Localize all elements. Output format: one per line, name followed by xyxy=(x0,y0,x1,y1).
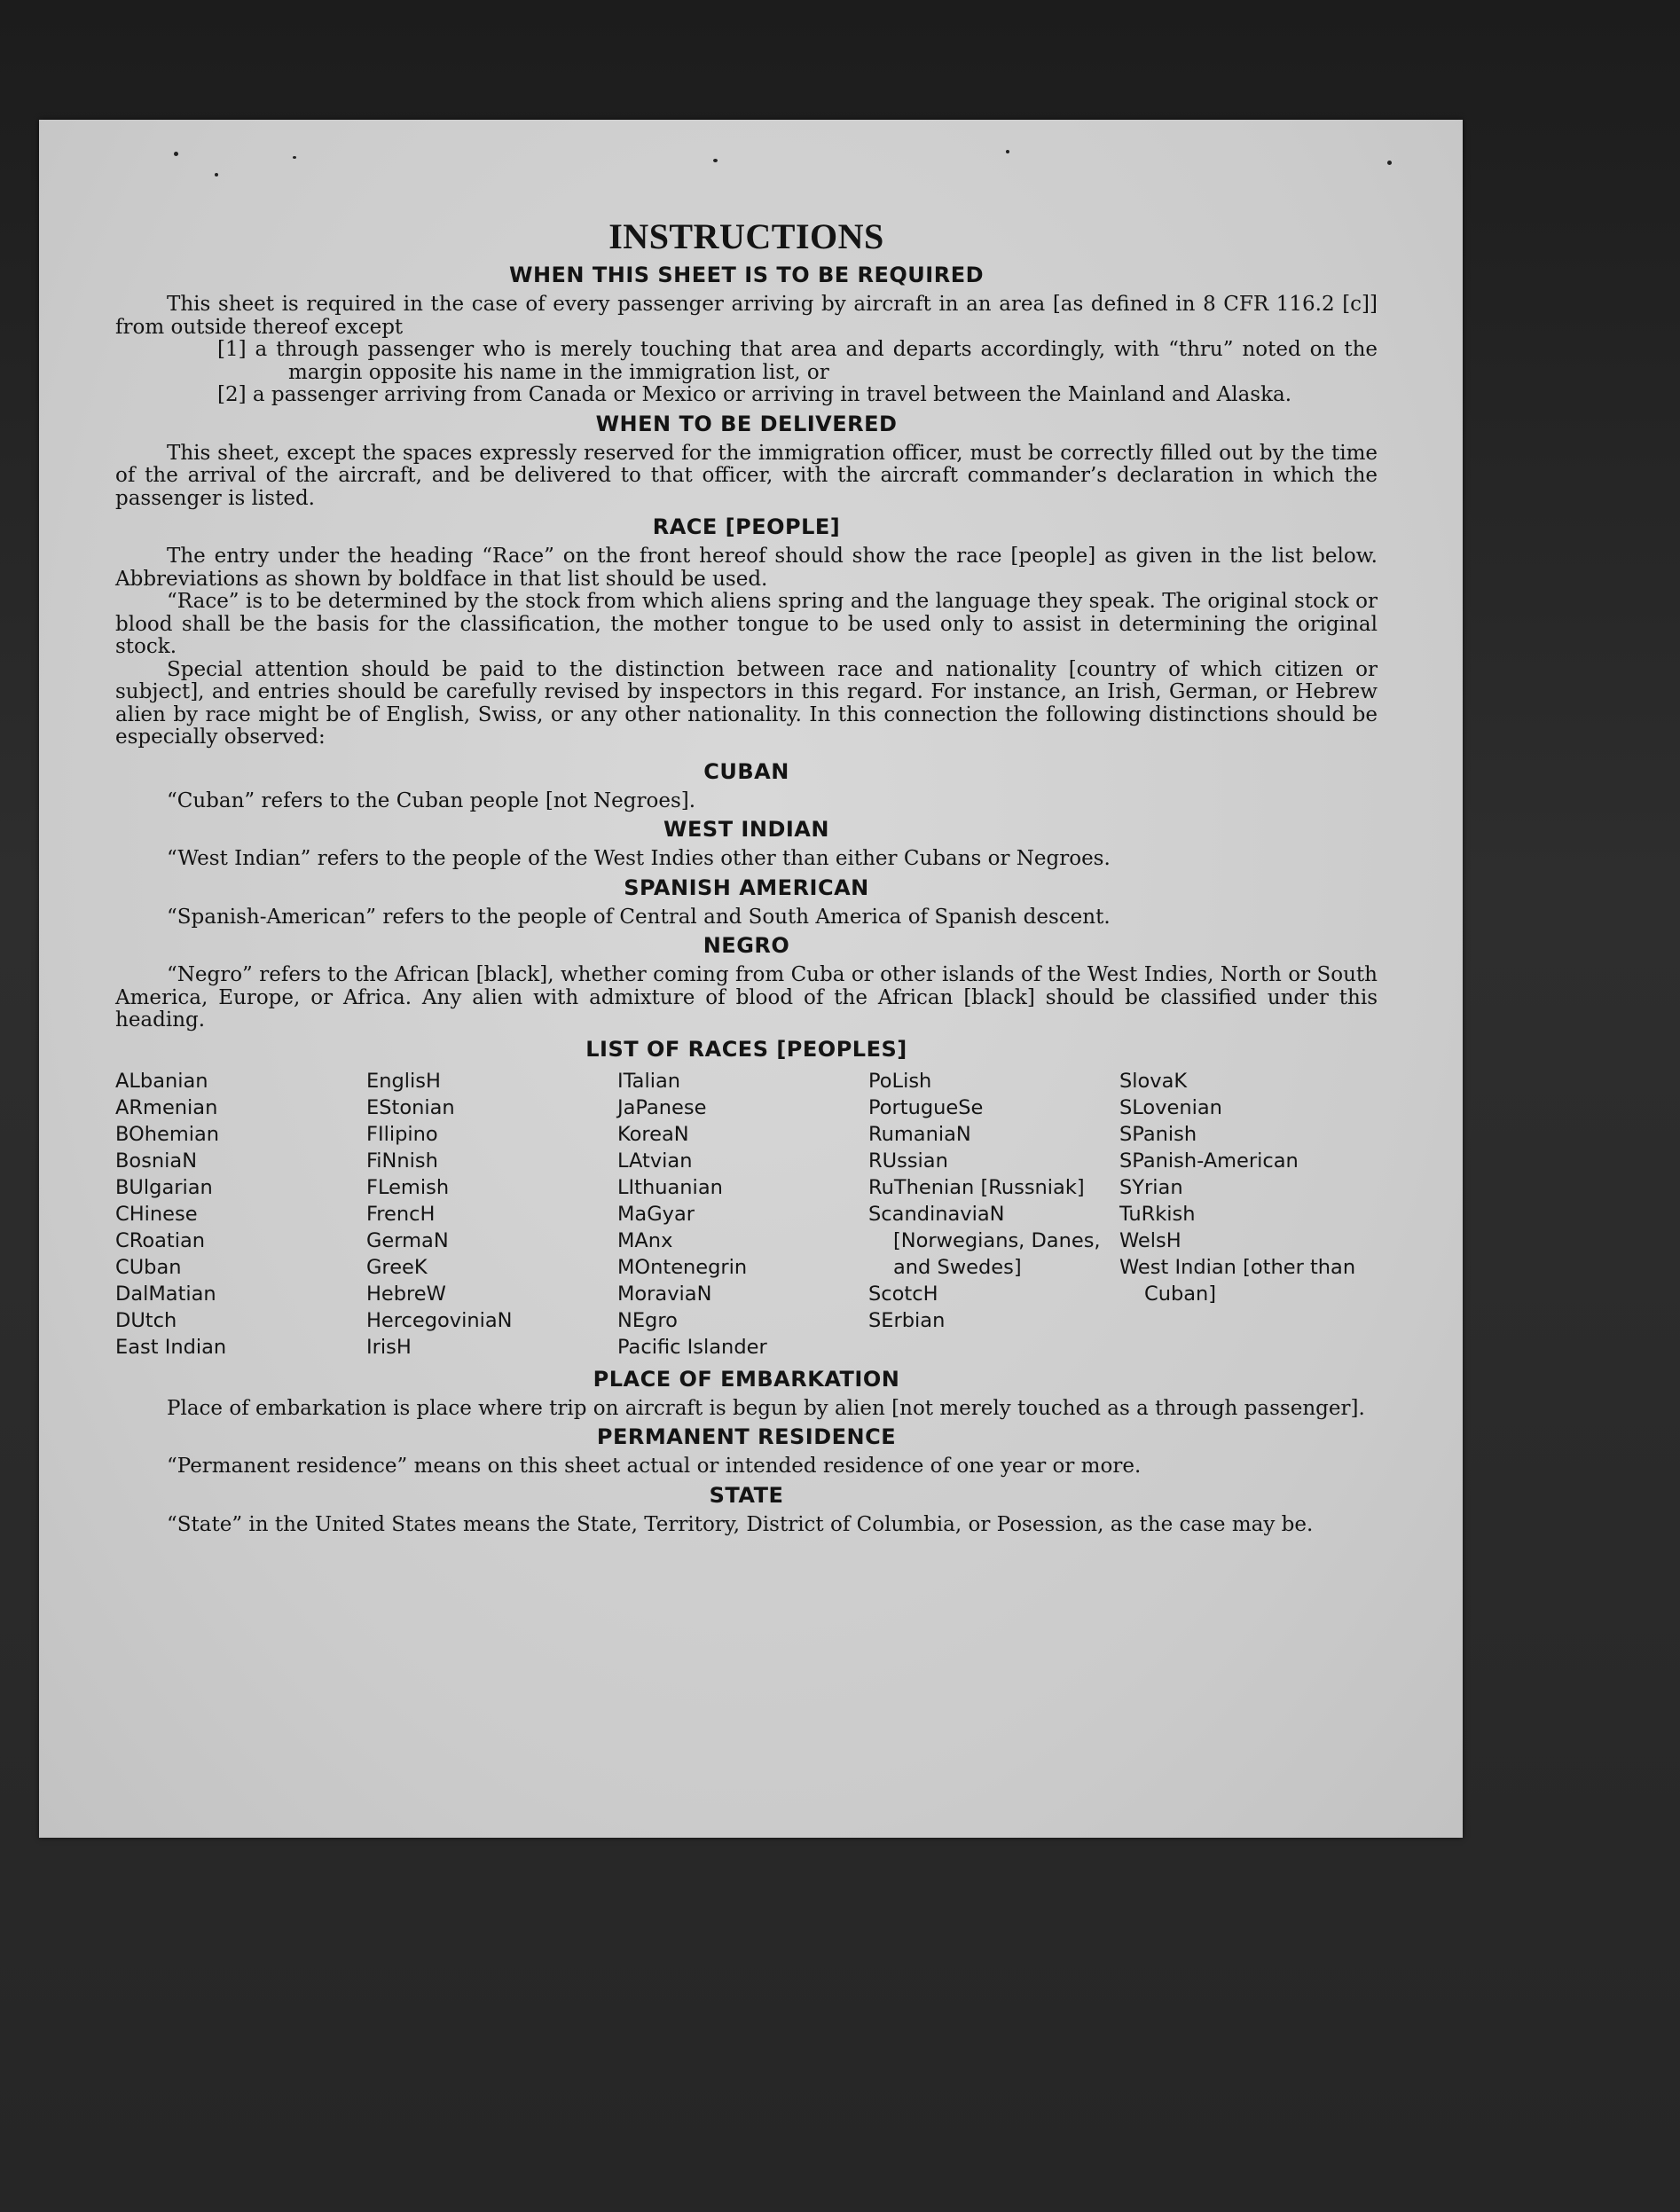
race-item: WelsH xyxy=(1119,1228,1181,1252)
race-item: SlovaK xyxy=(1119,1069,1188,1093)
race-item: MAnx xyxy=(617,1228,673,1252)
race-item: PortugueSe xyxy=(868,1095,984,1119)
race-item: ALbanian xyxy=(115,1069,208,1093)
residence-text: “Permanent residence” means on this sheet actual or intended residence of one year or more. xyxy=(167,1455,1142,1478)
document-page xyxy=(39,120,1463,1838)
race-item: IrisH xyxy=(366,1335,412,1359)
race-item: RumaniaN xyxy=(868,1122,971,1146)
race-item: PoLish xyxy=(868,1069,932,1093)
race-item: SErbian xyxy=(868,1308,946,1332)
races-column-2 xyxy=(366,1068,617,1361)
race-item: GermaN xyxy=(366,1228,449,1252)
race-item: EStonian xyxy=(366,1095,455,1119)
negro-text: “Negro” refers to the African [black], whether coming from Cuba or other islands of the West Indies, North or South America, Europe, or Africa. Any alien with admixture of blood of the African [black] should be classified under this heading. xyxy=(115,963,1378,1031)
race-item: RuThenian [Russniak] xyxy=(868,1175,1085,1199)
when-delivered-text: This sheet, except the spaces expressly reserved for the immigration officer, must be correctly filled out by the time of the arrival of the aircraft, and be delivered to that officer, with the aircraft commander’s declaration in which the passenger is listed. xyxy=(115,441,1378,510)
spanish-american-text: “Spanish-American” refers to the people of Central and South America of Spanish descent. xyxy=(167,905,1111,929)
state-text: “State” in the United States means the State, Territory, District of Columbia, or Posession, as the case may be. xyxy=(167,1512,1314,1536)
races-column-5 xyxy=(1119,1068,1370,1361)
when-required-intro: This sheet is required in the case of every passenger arriving by aircraft in an area [as defined in 8 CFR 116.2 [c]] from outside thereof except xyxy=(115,293,1378,339)
heading-state: STATE xyxy=(709,1482,784,1508)
heading-permanent-residence: PERMANENT RESIDENCE xyxy=(596,1424,897,1449)
race-item: LAtvian xyxy=(617,1149,693,1173)
heading-cuban: CUBAN xyxy=(703,758,789,784)
race-item: HebreW xyxy=(366,1282,446,1306)
race-item: FIlipino xyxy=(366,1122,438,1146)
race-item: MOntenegrin xyxy=(617,1255,748,1279)
heading-negro: NEGRO xyxy=(703,933,790,958)
race-item: FLemish xyxy=(366,1175,450,1199)
dust-speck xyxy=(1387,161,1392,165)
race-item: DalMatian xyxy=(115,1282,216,1306)
heading-race: RACE [PEOPLE] xyxy=(652,514,841,539)
cuban-text: “Cuban” refers to the Cuban people [not Negroes]. xyxy=(167,788,696,812)
heading-place-of-embarkation: PLACE OF EMBARKATION xyxy=(593,1366,900,1392)
races-column-3 xyxy=(617,1068,868,1361)
race-item: ARmenian xyxy=(115,1095,218,1119)
instructions-content xyxy=(115,216,1378,1536)
race-paragraph-1: The entry under the heading “Race” on the front hereof should show the race [people] as given in the list below. Abbreviations as shown by boldface in that list should be used. xyxy=(115,545,1378,591)
races-list xyxy=(115,1068,1378,1361)
race-item: Pacific Islander xyxy=(617,1335,767,1359)
race-item: SPanish-American xyxy=(1119,1149,1299,1173)
dust-speck xyxy=(174,152,178,156)
race-item: MaGyar xyxy=(617,1202,695,1226)
race-item: CUban xyxy=(115,1255,182,1279)
dust-speck xyxy=(215,173,218,176)
race-item: JaPanese xyxy=(617,1095,707,1119)
race-item: East Indian xyxy=(115,1335,227,1359)
race-item: LIthuanian xyxy=(617,1175,723,1199)
race-item: ITalian xyxy=(617,1069,680,1093)
when-required-item-1: [1] a through passenger who is merely touching that area and departs accordingly, with “thru” noted on the margin opposite his name in the immigration list, or xyxy=(217,338,1378,384)
race-item: FrencH xyxy=(366,1202,436,1226)
race-item: SPanish xyxy=(1119,1122,1197,1146)
race-item: HercegoviniaN xyxy=(366,1308,513,1332)
race-paragraph-2: “Race” is to be determined by the stock from which aliens spring and the language they speak. The original stock or blood shall be the basis for the classification, the mother tongue to be used only to assist in determining the original stock. xyxy=(115,590,1378,658)
embarkation-text: Place of embarkation is place where trip on aircraft is begun by alien [not merely touched as a through passenger]. xyxy=(167,1396,1365,1420)
race-item: CHinese xyxy=(115,1202,198,1226)
west-indian-text: “West Indian” refers to the people of the West Indies other than either Cubans or Negroes. xyxy=(167,847,1111,870)
heading-when-required: WHEN THIS SHEET IS TO BE REQUIRED xyxy=(508,263,985,287)
race-item: MoraviaN xyxy=(617,1282,712,1306)
race-paragraph-3: Special attention should be paid to the distinction between race and nationality [country of which citizen or subject], and entries should be carefully revised by inspectors in this regard. For instance, an Irish, German, or Hebrew alien by race might be of English, Swiss, or any other nationality. In this connection the following distinctions should be especially observed: xyxy=(115,657,1378,749)
race-item: West Indian [other than Cuban] xyxy=(1119,1255,1356,1306)
heading-when-delivered: WHEN TO BE DELIVERED xyxy=(595,411,898,436)
race-item: ScotcH xyxy=(868,1282,938,1306)
race-item: GreeK xyxy=(366,1255,428,1279)
race-item: ScandinaviaN [Norwegians, Danes, and Swedes] xyxy=(868,1202,1101,1279)
dust-speck xyxy=(1006,150,1009,153)
race-item: FiNnish xyxy=(366,1149,438,1173)
race-item: DUtch xyxy=(115,1308,177,1332)
races-column-4 xyxy=(868,1068,1119,1361)
race-item: BOhemian xyxy=(115,1122,220,1146)
heading-spanish-american: SPANISH AMERICAN xyxy=(624,875,869,900)
race-item: SLovenian xyxy=(1119,1095,1222,1119)
heading-west-indian: WEST INDIAN xyxy=(663,817,829,842)
races-column-1 xyxy=(115,1068,366,1361)
race-item: BosniaN xyxy=(115,1149,198,1173)
race-item: EnglisH xyxy=(366,1069,441,1093)
race-item: TuRkish xyxy=(1119,1202,1196,1226)
race-item: NEgro xyxy=(617,1308,678,1332)
race-item: CRoatian xyxy=(115,1228,206,1252)
page-title: INSTRUCTIONS xyxy=(608,216,884,256)
race-item: RUssian xyxy=(868,1149,948,1173)
when-required-item-2: [2] a passenger arriving from Canada or Mexico or arriving in travel between the Mainland and Alaska. xyxy=(217,383,1292,406)
race-item: BUlgarian xyxy=(115,1175,213,1199)
heading-list-of-races: LIST OF RACES [PEOPLES] xyxy=(585,1036,907,1062)
dust-speck xyxy=(293,156,296,159)
dust-speck xyxy=(713,159,718,162)
race-item: SYrian xyxy=(1119,1175,1183,1199)
race-item: KoreaN xyxy=(617,1122,689,1146)
